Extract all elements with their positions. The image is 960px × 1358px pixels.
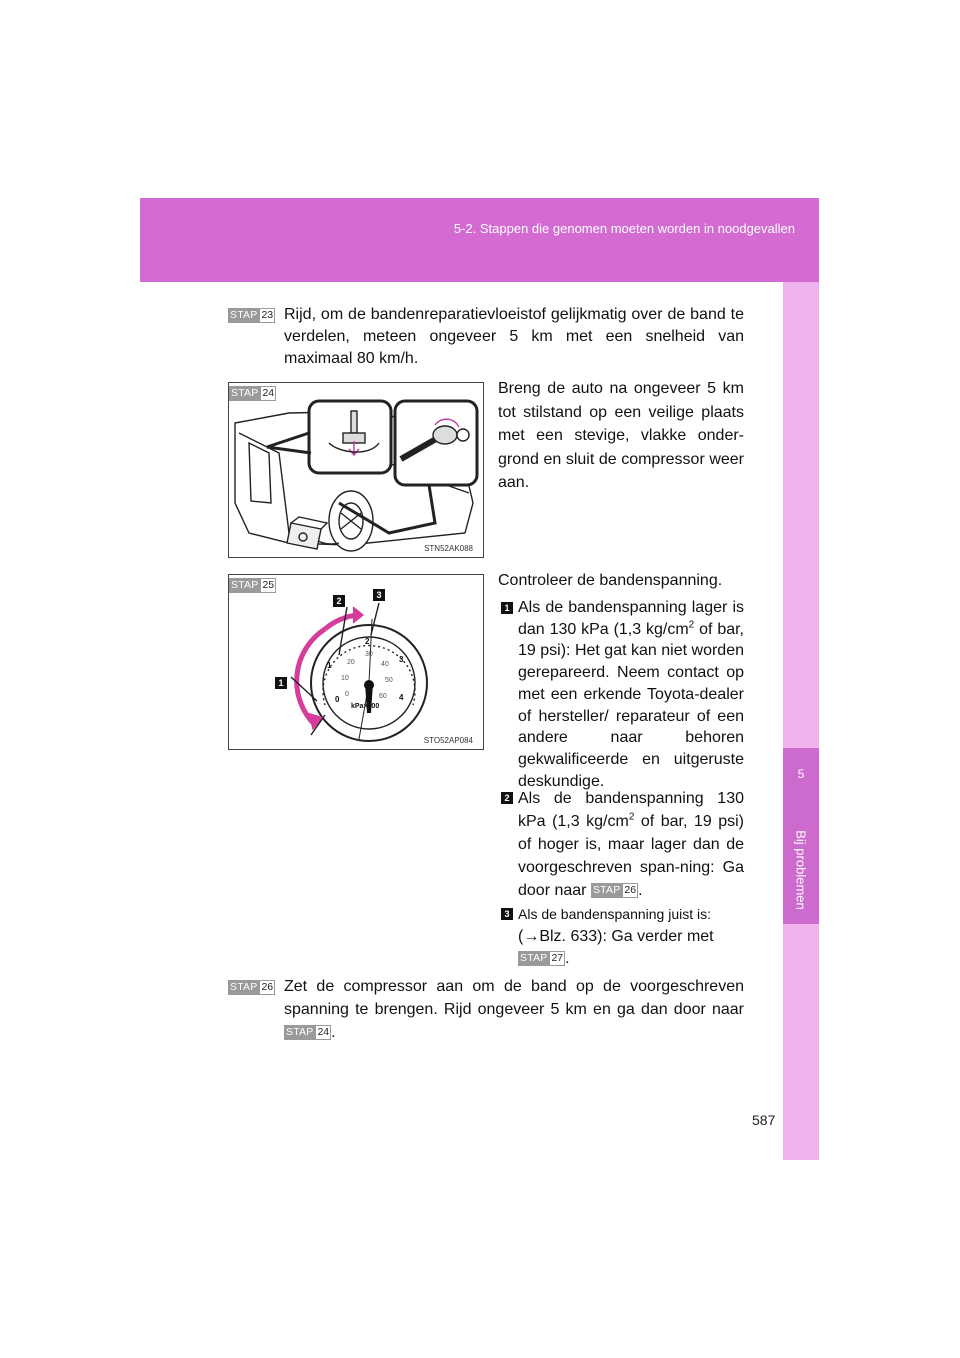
step-26-text: Zet de compressor aan om de band op de voorgeschreven spanning te brengen. Rijd ongeveer 5 km en ga dan door naar STAP 24 . (284, 978, 744, 1041)
gauge-unit-label: kPa×100 (351, 703, 380, 710)
gauge-inner-30: 30 (365, 651, 373, 658)
step-24-text: Breng de auto na ongeveer 5 km tot stilstand op een veilige plaats met een stevige, vlakke onder-grond en sluit de compressor weer aan. (498, 380, 744, 491)
item-1-text: Als de bandenspanning lager is dan 130 kPa (1,3 $kg/cm^2$ of bar, 19 psi): Het gat kan niet worden gerepareerd. Neem contact op met een erkende Toyota-dealer of hersteller/ reparateur of een andere naar behoren gekwalificeerde en uitgeruste deskundige. (518, 599, 744, 790)
stap-ref-26[interactable]: STAP 26 (592, 884, 637, 897)
gauge-inner-10: 10 (341, 675, 349, 682)
step-25-intro: Controleer de bandenspanning. (498, 572, 723, 589)
stap-label: STAP (231, 387, 259, 400)
figure-marker-3: 3 (373, 589, 385, 601)
gauge-outer-3: 3 (399, 655, 404, 664)
list-marker-1: 1 (501, 602, 513, 614)
gauge-inner-60: 60 (379, 693, 387, 700)
list-marker-2: 2 (501, 792, 513, 804)
stap-label: STAP (231, 579, 259, 592)
gauge-outer-2: 2 (365, 637, 370, 646)
stap-label: STAP (230, 309, 258, 322)
figure-code: STO52AP084 (423, 736, 473, 745)
stap-number: 25 (262, 579, 275, 592)
chapter-number: 5 (797, 767, 805, 781)
list-marker-3: 3 (501, 908, 513, 920)
page-number: 587 (752, 1112, 776, 1128)
section-title: 5-2. Stappen die genomen moeten worden in noodgevallen (453, 221, 795, 236)
stap-label: STAP (230, 981, 258, 994)
gauge-inner-20: 20 (347, 659, 355, 666)
figure-marker-1: 1 (275, 677, 287, 689)
figure-pressure-gauge (228, 574, 484, 750)
gauge-outer-0: 0 (335, 695, 340, 704)
side-tab-bottom (783, 924, 819, 1160)
gauge-outer-4: 4 (399, 693, 404, 702)
gauge-inner-40: 40 (381, 661, 389, 668)
step-26-badge (228, 979, 275, 997)
figure-code: STN52AK088 (424, 544, 473, 553)
item-3-text: (→Blz. 633): Ga verder met STAP 27 . (518, 928, 714, 967)
car-compressor-illustration (229, 383, 483, 557)
stap-number: 23 (261, 309, 274, 322)
figure-car-compressor (228, 382, 484, 558)
gauge-inner-0: 0 (345, 691, 349, 698)
side-tab-top (783, 282, 819, 748)
stap-ref-27[interactable]: STAP 27 (520, 952, 564, 965)
item-2-text: Als de bandenspanning 130 kPa (1,3 $kg/cm^2$ of bar, 19 psi) of hoger is, maar lager dan de voorgeschreven span-ning: Ga door naar STAP 26 . (518, 790, 745, 899)
header-band (140, 198, 819, 282)
pressure-gauge-illustration (229, 575, 483, 749)
stap-number: 24 (262, 387, 275, 400)
gauge-inner-50: 50 (385, 677, 393, 684)
gauge-outer-1: 1 (327, 661, 332, 670)
chapter-title: Bij problemen (793, 830, 809, 910)
stap-number: 26 (261, 981, 274, 994)
step-23-badge (228, 307, 275, 325)
step-23-text: Rijd, om de bandenreparatievloeistof gelijkmatig over de band te verdelen, meteen ongeveer 5 km met een snelheid van maximaal 80 km/h. (284, 306, 744, 367)
stap-ref-24[interactable]: STAP 24 (286, 1026, 330, 1039)
figure-marker-2: 2 (333, 595, 345, 607)
item-3-heading: Als de bandenspanning juist is: (518, 906, 712, 922)
